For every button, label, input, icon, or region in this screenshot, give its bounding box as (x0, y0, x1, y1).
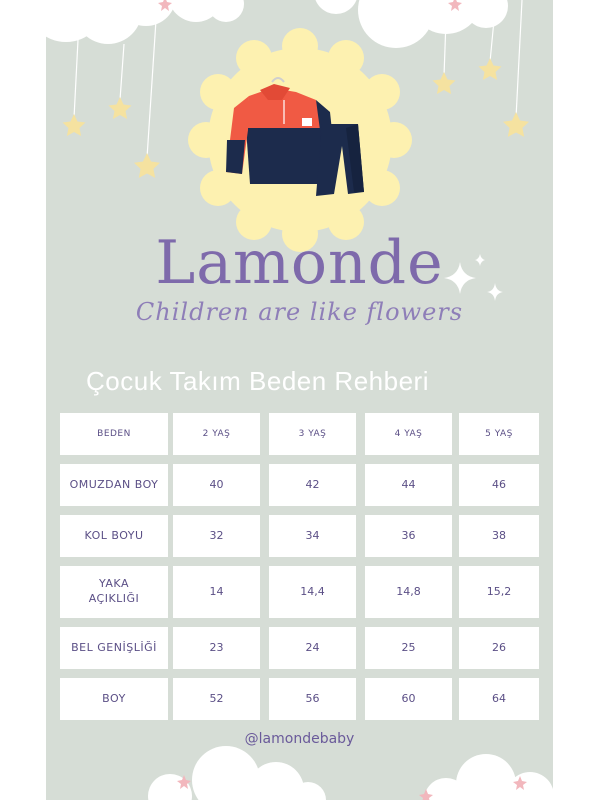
table-cell: 15,2 (459, 566, 539, 618)
star-icon (479, 58, 502, 80)
star-icon (134, 153, 160, 178)
header-cell-beden: BEDEN (60, 413, 168, 455)
table-cell: 36 (365, 515, 452, 557)
star-icon (63, 114, 86, 136)
table-cell: 23 (173, 627, 260, 669)
table-cell: 14,8 (365, 566, 452, 618)
header-cell-2-yas: 2 YAŞ (173, 413, 260, 455)
table-cell: 25 (365, 627, 452, 669)
star-icon (433, 72, 456, 94)
brand-tagline: Children are like flowers (135, 298, 464, 326)
table-cell: 38 (459, 515, 539, 557)
size-guide-card (46, 0, 553, 800)
row-label-boy: BOY (60, 678, 168, 720)
star-icon (109, 97, 132, 119)
cloud-icon (168, 0, 244, 22)
table-cell: 14,4 (269, 566, 356, 618)
social-handle: @lamondebaby (244, 731, 355, 747)
brand-logo-text: Lamonde (155, 228, 444, 298)
table-cell: 34 (269, 515, 356, 557)
table-cell: 42 (269, 464, 356, 506)
table-cell: 32 (173, 515, 260, 557)
cloud-icon (314, 0, 358, 14)
cloud-icon (424, 754, 553, 800)
row-label-yaka-acikligi: YAKA AÇIKLIĞI (60, 566, 168, 618)
table-cell: 60 (365, 678, 452, 720)
table-cell: 56 (269, 678, 356, 720)
table-cell: 14 (173, 566, 260, 618)
table-cell: 24 (269, 627, 356, 669)
row-label-omuzdan-boy: OMUZDAN BOY (60, 464, 168, 506)
table-cell: 52 (173, 678, 260, 720)
cloud-icon (358, 0, 508, 48)
header-cell-4-yas: 4 YAŞ (365, 413, 452, 455)
table-cell: 40 (173, 464, 260, 506)
table-cell: 44 (365, 464, 452, 506)
row-label-bel-genisligi: BEL GENİŞLİĞİ (60, 627, 168, 669)
cloud-icon (148, 746, 326, 800)
cloud-icon (46, 0, 176, 44)
table-cell: 26 (459, 627, 539, 669)
header-cell-5-yas: 5 YAŞ (459, 413, 539, 455)
header-cell-3-yas: 3 YAŞ (269, 413, 356, 455)
row-label-kol-boyu: KOL BOYU (60, 515, 168, 557)
star-icon (503, 112, 529, 137)
table-cell: 46 (459, 464, 539, 506)
size-guide-title: Çocuk Takım Beden Rehberi (86, 366, 429, 396)
table-cell: 64 (459, 678, 539, 720)
